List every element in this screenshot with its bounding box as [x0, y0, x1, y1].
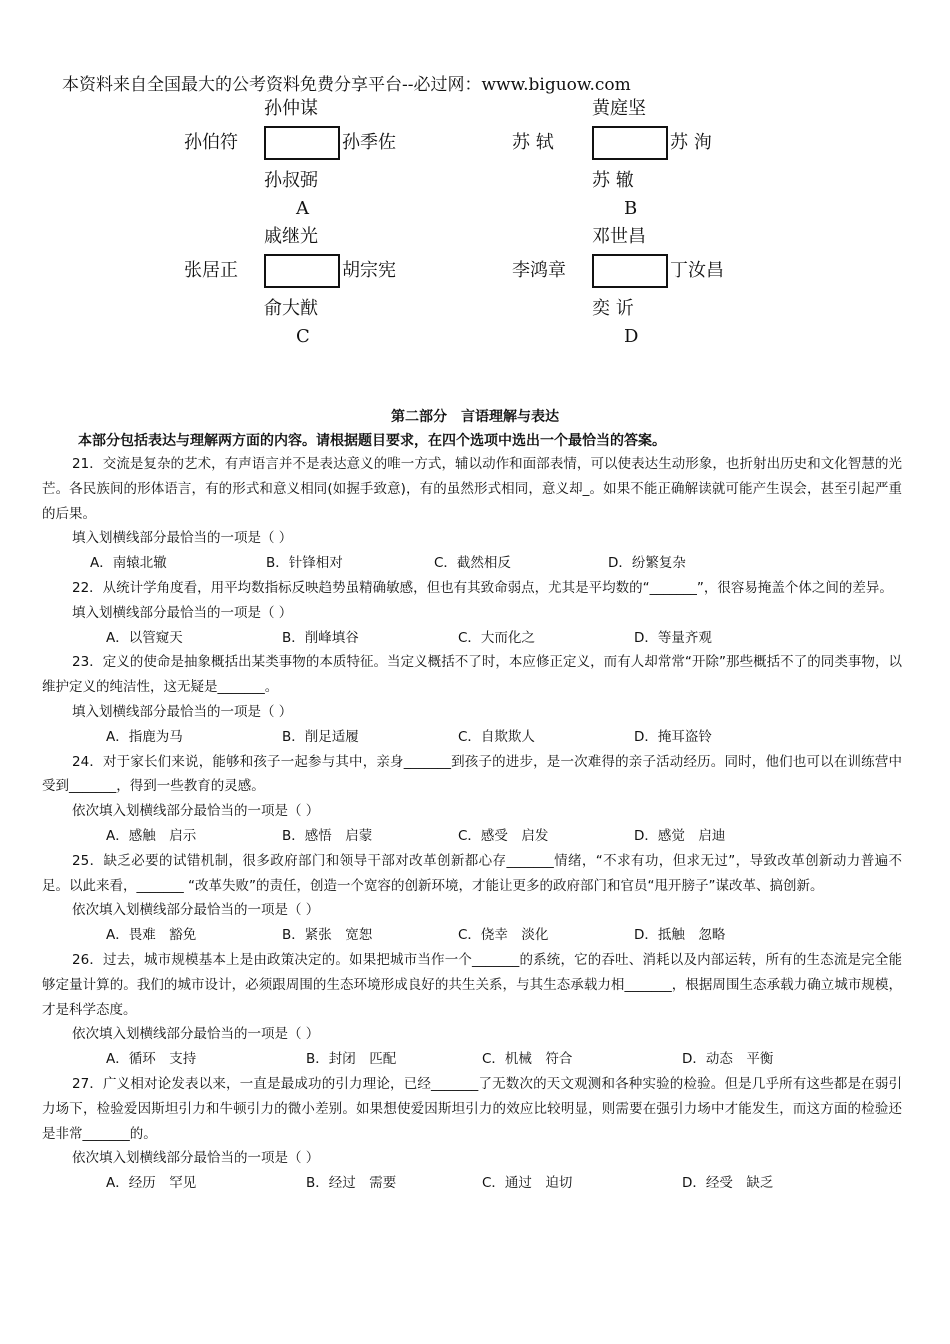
- option-d: D．等量齐观: [634, 629, 712, 646]
- section-intro: 本部分包括表达与理解两方面的内容。请根据题目要求，在四个选项中选出一个最恰当的答案。: [78, 433, 666, 449]
- question-21: [42, 452, 902, 576]
- option-a: A．经历 罕见: [106, 1175, 197, 1192]
- option-c: C．截然相反: [434, 555, 511, 572]
- puzzle-c-top: 戚继光: [264, 226, 318, 247]
- question-26: [42, 948, 902, 1072]
- question-22: [42, 576, 902, 650]
- option-b: B．封闭 匹配: [306, 1051, 397, 1068]
- question-prompt: 依次填入划横线部分最恰当的一项是（ ）: [72, 1026, 320, 1043]
- option-c: C．通过 迫切: [482, 1175, 573, 1192]
- option-d: D．经受 缺乏: [682, 1175, 774, 1192]
- question-text: 27．广义相对论发表以来，一直是最成功的引力理论，已经_______了无数次的天文观测和各种实验的检验。但是几乎所有这些都是在弱引力场下，检验爱因斯坦引力和牛顿引力的微小差别。如果想使爱因斯坦引力的效应比较明显，则需要在强引力场中才能发生，而这方面的检验还是非常_______的。: [42, 1075, 902, 1142]
- option-b: B．削峰填谷: [282, 629, 359, 646]
- puzzle-a-letter: A: [296, 198, 309, 219]
- option-a: A．指鹿为马: [106, 728, 183, 745]
- option-a: A．感触 启示: [106, 827, 197, 844]
- puzzle-d: [512, 222, 772, 346]
- puzzle-d-left: 李鸿章: [512, 260, 566, 281]
- puzzle-d-right: 丁汝昌: [670, 260, 724, 281]
- option-d: D．纷繁复杂: [608, 555, 686, 572]
- puzzle-c-bottom: 俞大猷: [264, 298, 318, 319]
- option-row: [42, 551, 902, 576]
- option-row: [42, 923, 902, 948]
- question-prompt: 填入划横线部分最恰当的一项是（ ）: [72, 530, 293, 547]
- option-c: C．感受 启发: [458, 827, 549, 844]
- option-d: D．掩耳盗铃: [634, 728, 712, 745]
- puzzle-d-top: 邓世昌: [592, 226, 646, 247]
- question-text: 21．交流是复杂的艺术，有声语言并不是表达意义的唯一方式，辅以动作和面部表情，可以使表达生动形象，也折射出历史和文化智慧的光芒。各民族间的形体语言，有的形式和意义相同(如握手致意)，有的虽然形式相同，意义却_。如果不能正确解读就可能产生误会，甚至引起严重的后果。: [42, 456, 902, 522]
- puzzle-d-bottom: 奕 䜣: [592, 298, 634, 319]
- puzzle-d-box: [592, 254, 668, 288]
- option-d: D．感觉 启迪: [634, 827, 726, 844]
- option-c: C．自欺欺人: [458, 728, 535, 745]
- puzzle-a-bottom: 孙叔弼: [264, 170, 318, 191]
- source-header: 本资料来自全国最大的公考资料免费分享平台--必过网：www.biguow.com: [62, 75, 631, 95]
- question-prompt: 依次填入划横线部分最恰当的一项是（ ）: [72, 1150, 320, 1167]
- puzzle-b-letter: B: [624, 198, 638, 219]
- question-prompt: 填入划横线部分最恰当的一项是（ ）: [72, 604, 293, 621]
- section-title: 第二部分 言语理解与表达: [391, 409, 559, 425]
- puzzle-b-bottom: 苏 辙: [592, 170, 634, 191]
- option-b: B．紧张 宽恕: [282, 927, 373, 944]
- option-d: D．动态 平衡: [682, 1051, 774, 1068]
- puzzle-b-left: 苏 轼: [512, 132, 554, 153]
- option-row: [42, 1171, 902, 1196]
- option-c: C．侥幸 淡化: [458, 927, 549, 944]
- option-b: B．削足适履: [282, 728, 359, 745]
- option-a: A．循环 支持: [106, 1051, 197, 1068]
- question-text: 25．缺乏必要的试错机制，很多政府部门和领导干部对改革创新都心存_______情绪，“不求有功，但求无过”，导致改革创新动力普遍不足。以此来看，_______ “改革失败”的责任，创造一个宽容的创新环境，才能让更多的政府部门和官员“甩开膀子”谋改革、搞创新。: [42, 852, 902, 894]
- puzzle-a: [184, 94, 444, 218]
- option-b: B．经过 需要: [306, 1175, 397, 1192]
- option-d: D．抵触 忽略: [634, 927, 726, 944]
- puzzle-a-top: 孙仲谋: [264, 98, 318, 119]
- puzzle-c-right: 胡宗宪: [342, 260, 396, 281]
- question-text: 23．定义的使命是抽象概括出某类事物的本质特征。当定义概括不了时，本应修正定义，而有人却常常“开除”那些概括不了的同类事物，以维护定义的纯洁性，这无疑是_______。: [42, 654, 902, 696]
- puzzle-c-left: 张居正: [184, 260, 238, 281]
- question-text: 26．过去，城市规模基本上是由政策决定的。如果把城市当作一个_______的系统，它的吞吐、消耗以及内部运转，所有的生态流是完全能够定量计算的。我们的城市设计，必须跟周围的生态环境形成良好的共生关系，与其生态承载力相_______，根据周围生态承载力确立城市规模，才是科学态度。: [42, 951, 902, 1018]
- question-25: [42, 849, 902, 948]
- option-b: B．针锋相对: [266, 555, 343, 572]
- puzzle-b: [512, 94, 772, 218]
- puzzle-b-right: 苏 洵: [670, 132, 712, 153]
- option-a: A．南辕北辙: [90, 555, 167, 572]
- question-text: 24．对于家长们来说，能够和孩子一起参与其中，亲身_______到孩子的进步，是一次难得的亲子活动经历。同时，他们也可以在训练营中受到_______，得到一些教育的灵感。: [42, 753, 902, 795]
- option-row: [42, 1047, 902, 1072]
- option-c: C．机械 符合: [482, 1051, 573, 1068]
- question-prompt: 填入划横线部分最恰当的一项是（ ）: [72, 703, 293, 720]
- puzzle-c: [184, 222, 444, 346]
- puzzle-a-left: 孙伯符: [184, 132, 238, 153]
- puzzle-d-letter: D: [624, 326, 639, 347]
- puzzle-c-letter: C: [296, 326, 310, 347]
- puzzle-b-top: 黄庭坚: [592, 98, 646, 119]
- puzzle-a-box: [264, 126, 340, 160]
- option-a: A．以管窥天: [106, 629, 183, 646]
- puzzle-a-right: 孙季佐: [342, 132, 396, 153]
- option-row: [42, 626, 902, 651]
- option-c: C．大而化之: [458, 629, 535, 646]
- option-row: [42, 725, 902, 750]
- option-b: B．感悟 启蒙: [282, 827, 373, 844]
- question-list: [42, 452, 902, 1196]
- puzzle-b-box: [592, 126, 668, 160]
- question-23: [42, 650, 902, 749]
- question-text: 22．从统计学角度看，用平均数指标反映趋势虽精确敏感，但也有其致命弱点，尤其是平均数的“_______”，很容易掩盖个体之间的差异。: [72, 579, 893, 596]
- option-row: [42, 824, 902, 849]
- question-prompt: 依次填入划横线部分最恰当的一项是（ ）: [72, 902, 320, 919]
- option-a: A．畏难 豁免: [106, 927, 197, 944]
- puzzle-c-box: [264, 254, 340, 288]
- question-prompt: 依次填入划横线部分最恰当的一项是（ ）: [72, 803, 320, 820]
- question-27: [42, 1072, 902, 1196]
- question-24: [42, 750, 902, 849]
